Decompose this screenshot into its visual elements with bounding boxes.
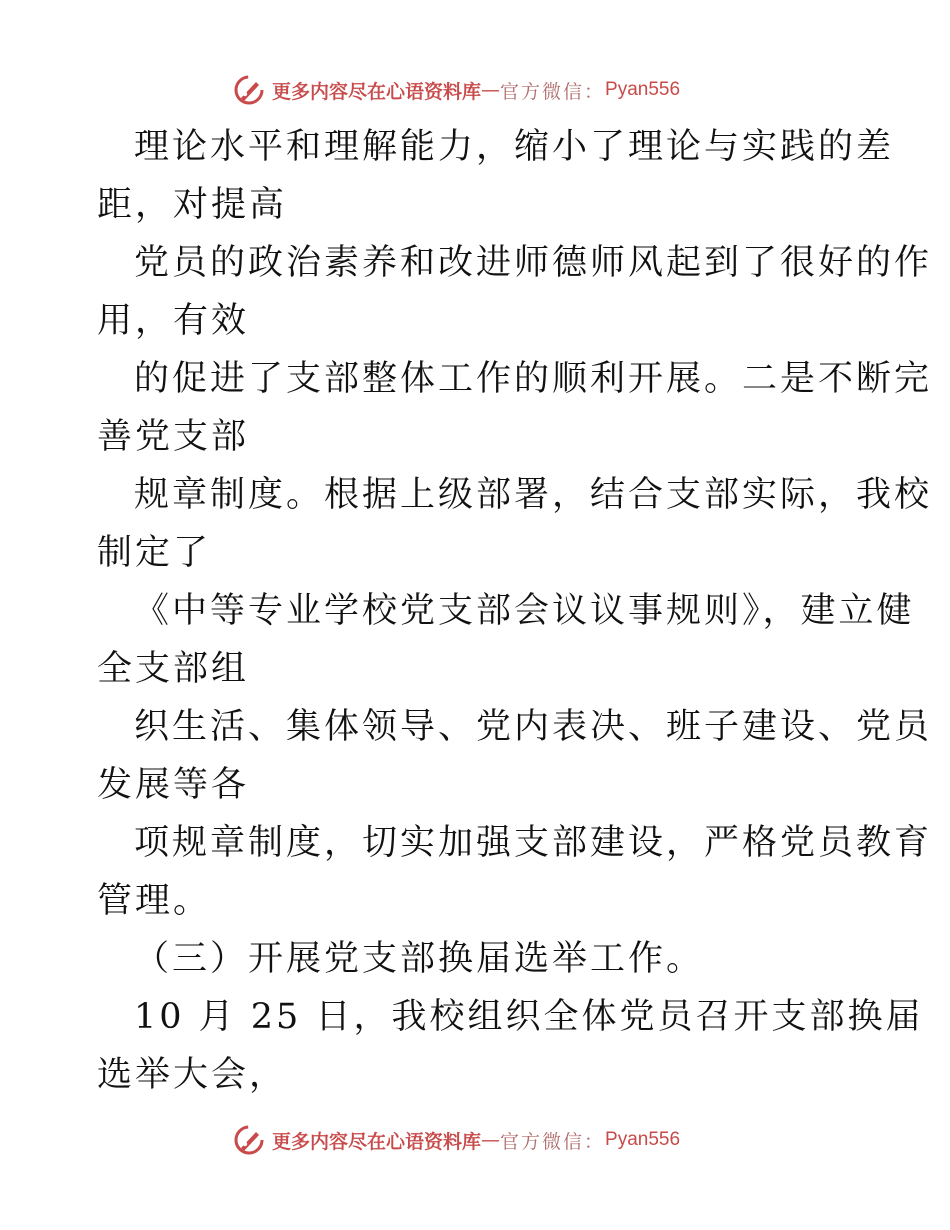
body-line: 用，有效 — [97, 301, 250, 341]
body-line: 选举大会， — [97, 1055, 288, 1095]
banner-dash: — — [481, 1129, 501, 1151]
footer-banner — [232, 1120, 680, 1160]
body-line: 制定了 — [97, 533, 212, 573]
pen-swirl-logo-icon — [232, 1123, 266, 1157]
body-line: 《中等专业学校党支部会议议事规则》，建立健 — [134, 591, 915, 631]
banner-dash: — — [481, 79, 501, 101]
body-line: 全支部组 — [97, 649, 250, 689]
body-line: 距，对提高 — [97, 185, 288, 225]
body-line: 党员的政治素养和改进师德师风起到了很好的作 — [134, 243, 933, 283]
banner-main-text: 更多内容尽在心语资料库 — [272, 1130, 482, 1153]
body-line: 项规章制度，切实加强支部建设，严格党员教育 — [134, 823, 933, 863]
body-line: 理论水平和理解能力，缩小了理论与实践的差 — [134, 127, 895, 167]
banner-main-text: 更多内容尽在心语资料库 — [272, 80, 482, 103]
header-banner — [232, 70, 680, 110]
banner-wechat-id: Pyan556 — [605, 79, 681, 100]
banner-wechat-label: 官方微信： — [500, 1130, 606, 1153]
body-line: 的促进了支部整体工作的顺利开展。二是不断完 — [134, 359, 933, 399]
section-heading: （三）开展党支部换届选举工作。 — [134, 939, 705, 979]
body-line: 规章制度。根据上级部署，结合支部实际，我校 — [134, 475, 933, 515]
body-line: 善党支部 — [97, 417, 250, 457]
body-line: 织生活、集体领导、党内表决、班子建设、党员 — [134, 707, 933, 747]
body-line: 10 月 25 日，我校组织全体党员召开支部换届 — [134, 997, 924, 1037]
pen-swirl-logo-icon — [232, 73, 266, 107]
banner-wechat-label: 官方微信： — [500, 80, 606, 103]
body-line: 管理。 — [97, 881, 212, 921]
body-line: 发展等各 — [97, 765, 250, 805]
banner-wechat-id: Pyan556 — [605, 1129, 681, 1150]
